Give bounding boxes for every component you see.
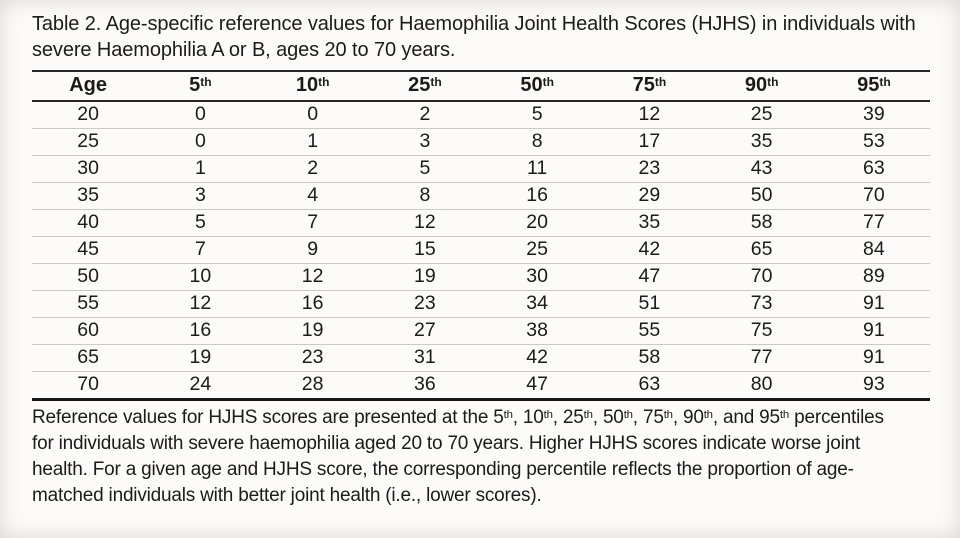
table-row <box>32 345 930 372</box>
caption-line-1: Table 2. Age-specific reference values for Haemophilia Joint Health Scores (HJHS) in individuals with <box>32 13 916 35</box>
percentile-value-cell: 42 <box>593 237 705 264</box>
percentile-value-cell: 91 <box>818 345 930 372</box>
age-cell: 30 <box>32 156 144 183</box>
percentile-value-cell: 47 <box>481 372 593 400</box>
percentile-value-cell: 8 <box>369 183 481 210</box>
percentile-value-cell: 63 <box>818 156 930 183</box>
table-row <box>32 318 930 345</box>
table-footnote <box>32 405 930 509</box>
percentile-value-cell: 19 <box>369 264 481 291</box>
percentile-value-cell: 17 <box>593 129 705 156</box>
table-row <box>32 210 930 237</box>
percentile-value-cell: 63 <box>593 372 705 400</box>
percentile-value-cell: 50 <box>706 183 818 210</box>
column-header-age: Age <box>32 71 144 101</box>
column-header-p50: 50th <box>481 71 593 101</box>
percentile-value-cell: 10 <box>144 264 256 291</box>
table-caption <box>32 11 930 63</box>
percentile-value-cell: 11 <box>481 156 593 183</box>
age-cell: 65 <box>32 345 144 372</box>
hjhs-reference-table <box>32 70 930 401</box>
percentile-value-cell: 23 <box>369 291 481 318</box>
percentile-value-cell: 39 <box>863 103 885 125</box>
percentile-value-cell: 42 <box>481 345 593 372</box>
percentile-value-cell: 51 <box>593 291 705 318</box>
percentile-value-cell: 19 <box>144 345 256 372</box>
percentile-value-cell: 19 <box>257 318 369 345</box>
percentile-value-cell: 65 <box>706 237 818 264</box>
percentile-value-cell: 35 <box>706 129 818 156</box>
percentile-value-cell: 84 <box>818 237 930 264</box>
column-header-p5: 5th <box>144 71 256 101</box>
percentile-value-cell: 12 <box>638 103 661 125</box>
percentile-value-cell: 12 <box>369 210 481 237</box>
percentile-value-cell: 93 <box>818 372 930 400</box>
percentile-value-cell: 29 <box>593 183 705 210</box>
column-header-p95: 95th <box>818 71 930 101</box>
percentile-value-cell: 3 <box>144 183 256 210</box>
percentile-value-cell: 58 <box>706 210 818 237</box>
percentile-value-cell: 2 <box>257 156 369 183</box>
table-body <box>32 101 930 400</box>
percentile-value-cell: 47 <box>593 264 705 291</box>
percentile-value-cell: 80 <box>706 372 818 400</box>
table-row <box>32 264 930 291</box>
table-row <box>32 156 930 183</box>
percentile-value-cell: 70 <box>706 264 818 291</box>
percentile-value-cell: 0 <box>144 129 256 156</box>
table-row <box>32 101 930 129</box>
percentile-value-cell: 9 <box>257 237 369 264</box>
percentile-value-cell: 16 <box>481 183 593 210</box>
column-header-p90: 90th <box>706 71 818 101</box>
percentile-value-cell: 25 <box>481 237 593 264</box>
percentile-value-cell: 5 <box>369 156 481 183</box>
percentile-value-cell: 12 <box>257 264 369 291</box>
percentile-value-cell: 73 <box>706 291 818 318</box>
table-row <box>32 372 930 400</box>
age-cell: 20 <box>77 103 99 125</box>
percentile-value-cell: 5 <box>531 103 543 125</box>
percentile-value-cell: 7 <box>257 210 369 237</box>
table-row <box>32 291 930 318</box>
footnote-line-2: for individuals with severe haemophilia aged 20 to 70 years. Higher HJHS scores indicate worse joint <box>32 433 861 454</box>
percentile-value-cell: 25 <box>750 103 773 125</box>
age-cell: 60 <box>32 318 144 345</box>
percentile-value-cell: 35 <box>593 210 705 237</box>
percentile-value-cell: 4 <box>257 183 369 210</box>
percentile-value-cell: 91 <box>818 318 930 345</box>
percentile-value-cell: 77 <box>818 210 930 237</box>
percentile-value-cell: 16 <box>144 318 256 345</box>
percentile-value-cell: 7 <box>144 237 256 264</box>
percentile-value-cell: 58 <box>593 345 705 372</box>
percentile-value-cell: 31 <box>369 345 481 372</box>
percentile-value-cell: 30 <box>481 264 593 291</box>
percentile-value-cell: 1 <box>144 156 256 183</box>
age-cell: 50 <box>32 264 144 291</box>
percentile-value-cell: 5 <box>144 210 256 237</box>
percentile-value-cell: 53 <box>818 129 930 156</box>
percentile-value-cell: 70 <box>818 183 930 210</box>
percentile-value-cell: 77 <box>706 345 818 372</box>
percentile-value-cell: 38 <box>481 318 593 345</box>
percentile-value-cell: 8 <box>481 129 593 156</box>
age-cell: 55 <box>32 291 144 318</box>
percentile-value-cell: 27 <box>369 318 481 345</box>
percentile-value-cell: 43 <box>706 156 818 183</box>
percentile-value-cell: 36 <box>369 372 481 400</box>
age-cell: 70 <box>32 372 144 400</box>
age-cell: 40 <box>32 210 144 237</box>
table-row <box>32 237 930 264</box>
percentile-value-cell: 34 <box>481 291 593 318</box>
caption-line-2: severe Haemophilia A or B, ages 20 to 70 years. <box>32 39 456 61</box>
age-cell: 25 <box>32 129 144 156</box>
percentile-value-cell: 2 <box>419 103 431 125</box>
percentile-value-cell: 0 <box>307 103 319 125</box>
percentile-value-cell: 23 <box>593 156 705 183</box>
percentile-value-cell: 16 <box>257 291 369 318</box>
percentile-value-cell: 28 <box>257 372 369 400</box>
percentile-value-cell: 91 <box>818 291 930 318</box>
percentile-value-cell: 3 <box>369 129 481 156</box>
percentile-value-cell: 1 <box>257 129 369 156</box>
column-header-p10: 10th <box>257 71 369 101</box>
column-header-p25: 25th <box>369 71 481 101</box>
table-row <box>32 183 930 210</box>
header-row <box>32 71 930 101</box>
footnote-line-4: matched individuals with better joint health (i.e., lower scores). <box>32 485 542 506</box>
percentile-value-cell: 0 <box>194 103 206 125</box>
percentile-value-cell: 55 <box>593 318 705 345</box>
age-cell: 45 <box>32 237 144 264</box>
percentile-value-cell: 89 <box>818 264 930 291</box>
percentile-value-cell: 15 <box>369 237 481 264</box>
percentile-value-cell: 24 <box>144 372 256 400</box>
table-row <box>32 129 930 156</box>
column-header-p75: 75th <box>593 71 705 101</box>
age-cell: 35 <box>32 183 144 210</box>
footnote-line-3: health. For a given age and HJHS score, the corresponding percentile reflects the proportion of age- <box>32 459 854 480</box>
percentile-value-cell: 23 <box>257 345 369 372</box>
percentile-value-cell: 20 <box>481 210 593 237</box>
percentile-value-cell: 75 <box>706 318 818 345</box>
table-header <box>32 71 930 101</box>
footnote-line-1: Reference values for HJHS scores are presented at the 5th, 10th, 25th, 50th, 75th, 90th, and 95th percentiles <box>32 407 884 428</box>
percentile-value-cell: 12 <box>144 291 256 318</box>
